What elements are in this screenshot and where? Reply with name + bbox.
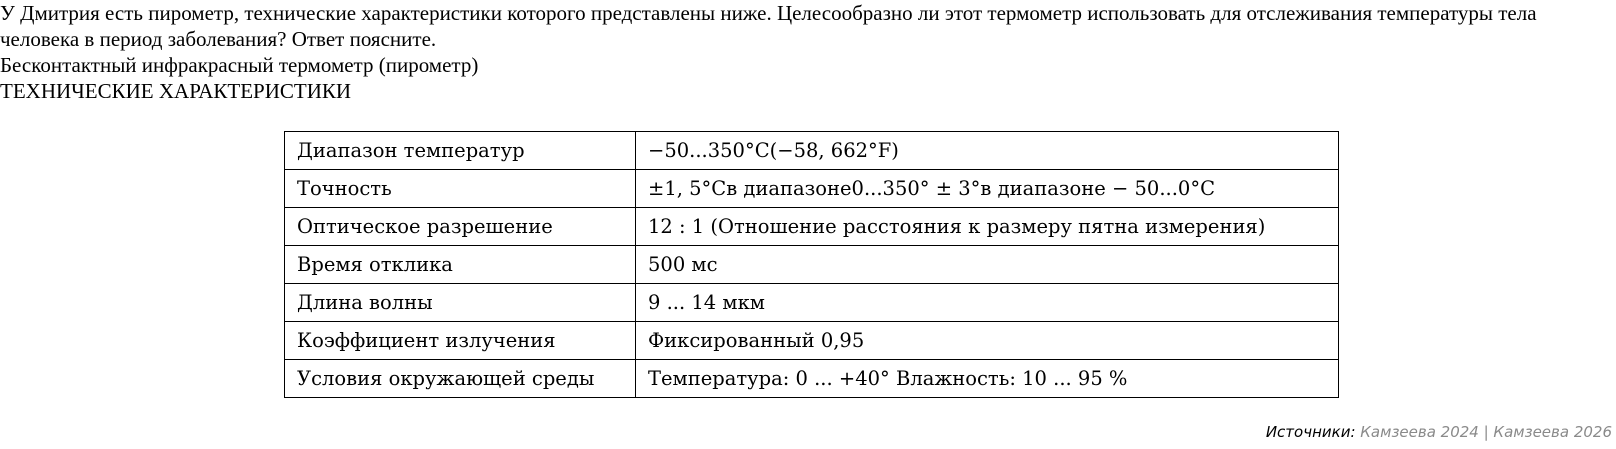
table-row [285,246,1339,284]
sources-links[interactable]: Камзеева 2024 | Камзеева 2026 [1360,423,1612,441]
table-row [285,322,1339,360]
sources-label: Источники: [1265,423,1356,441]
question-block [0,0,1612,104]
param-cell: Оптическое разрешение [285,208,636,246]
param-cell: Диапазон температур [285,132,636,170]
specs-table [284,131,1339,398]
value-cell: 12 : 1 (Отношение расстояния к размеру пятна измерения) [636,208,1339,246]
param-cell: Время отклика [285,246,636,284]
value-cell: −50...350°C(−58, 662°F) [636,132,1339,170]
param-cell: Длина волны [285,284,636,322]
sources-line [1266,423,1612,441]
value-cell: Фиксированный 0,95 [636,322,1339,360]
device-title: Бесконтактный инфракрасный термометр (пирометр) [0,53,479,77]
specs-heading: ТЕХНИЧЕСКИЕ ХАРАКТЕРИСТИКИ [0,79,352,103]
param-cell: Коэффициент излучения [285,322,636,360]
param-cell: Условия окружающей среды [285,360,636,398]
table-row [285,208,1339,246]
value-cell: 9 ... 14 мкм [636,284,1339,322]
table-row [285,360,1339,398]
value-cell: Температура: 0 ... +40° Влажность: 10 ... 95 % [636,360,1339,398]
table-row [285,170,1339,208]
table-row [285,132,1339,170]
question-text: У Дмитрия есть пирометр, технические характеристики которого представлены ниже. Целесообразно ли этот термометр использовать для отслеживания температуры тела человека в период заболевания? Ответ поясните. [0,1,1537,51]
value-cell: 500 мс [636,246,1339,284]
table-row [285,284,1339,322]
value-cell: ±1, 5°Cв диапазоне0...350° ± 3°в диапазоне − 50...0°C [636,170,1339,208]
param-cell: Точность [285,170,636,208]
